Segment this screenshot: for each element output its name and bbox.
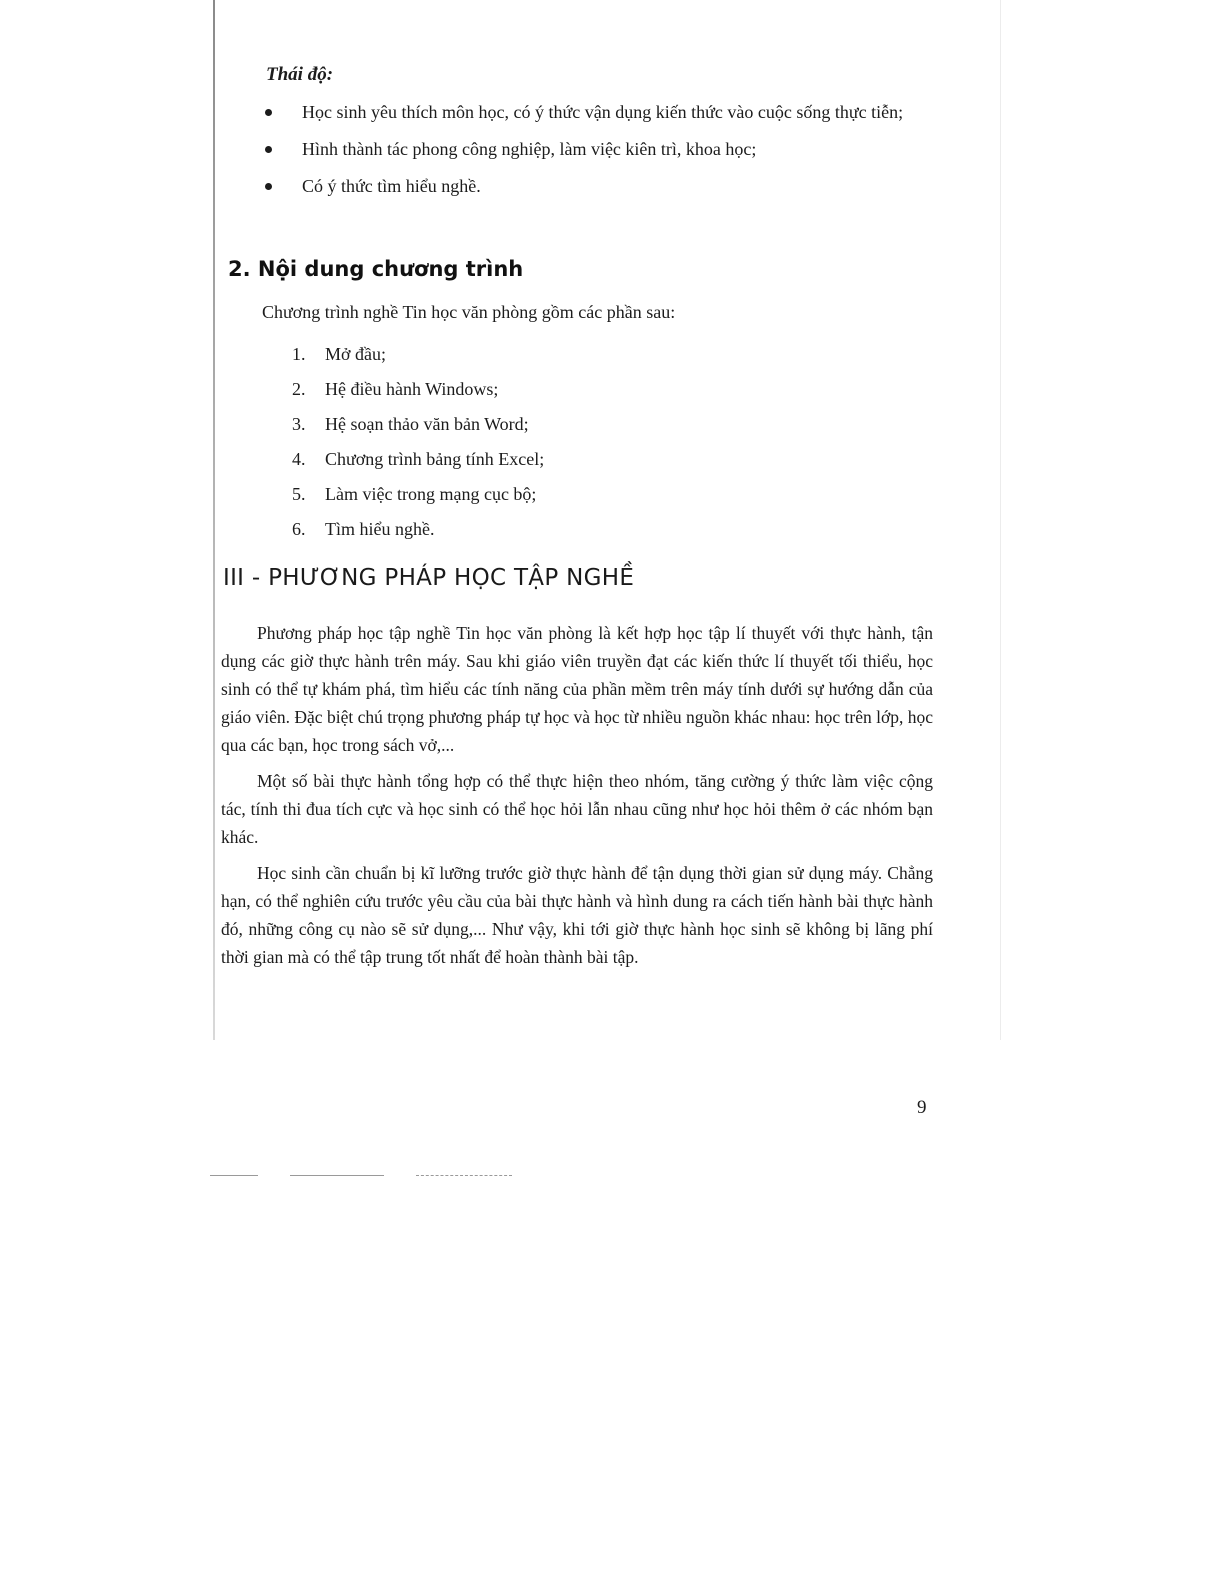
item-number: 1. (292, 344, 306, 364)
bullet-text: Hình thành tác phong công nghiệp, làm việc kiên trì, khoa học; (302, 139, 757, 159)
list-item (292, 442, 544, 477)
item-text: Tìm hiểu nghề. (325, 519, 435, 539)
list-item (262, 98, 942, 126)
page-number: 9 (917, 1097, 927, 1118)
chapter-heading: III - PHƯƠNG PHÁP HỌC TẬP NGHỀ (223, 565, 635, 591)
page-edge-right (1000, 0, 1001, 1040)
item-text: Làm việc trong mạng cục bộ; (325, 484, 537, 504)
item-text: Chương trình bảng tính Excel; (325, 449, 545, 469)
program-intro: Chương trình nghề Tin học văn phòng gồm các phần sau: (262, 302, 676, 322)
page-edge-left (213, 0, 215, 1040)
item-text: Hệ điều hành Windows; (325, 379, 499, 399)
bullet-text: Có ý thức tìm hiểu nghề. (302, 176, 481, 196)
section-heading: 2. Nội dung chương trình (228, 257, 524, 281)
program-list (292, 337, 544, 547)
list-item (292, 512, 544, 547)
bullet-icon (265, 146, 272, 153)
bullet-icon (265, 183, 272, 190)
footer-rule (416, 1175, 512, 1176)
list-item (292, 477, 544, 512)
bullet-icon (265, 109, 272, 116)
list-item (292, 337, 544, 372)
item-number: 3. (292, 414, 306, 434)
attitude-heading: Thái độ: (266, 64, 334, 85)
list-item (262, 135, 942, 163)
paragraph: Phương pháp học tập nghề Tin học văn phòng là kết hợp học tập lí thuyết với thực hành, tận dụng các giờ thực hành trên máy. Sau khi giáo viên truyền đạt các kiến thức lí thuyết tối thiểu, học sinh có thể tự khám phá, tìm hiểu các tính năng của phần mềm trên máy tính dưới sự hướng dẫn của giáo viên. Đặc biệt chú trọng phương pháp tự học và học từ nhiều nguồn khác nhau: học trên lớp, học qua các bạn, học trong sách vở,... (221, 623, 933, 755)
list-item (292, 407, 544, 442)
item-number: 2. (292, 379, 306, 399)
item-number: 6. (292, 519, 306, 539)
bullet-text: Học sinh yêu thích môn học, có ý thức vận dụng kiến thức vào cuộc sống thực tiễn; (302, 102, 904, 122)
method-body (221, 619, 933, 979)
list-item (262, 172, 942, 200)
item-number: 5. (292, 484, 306, 504)
item-text: Mở đầu; (325, 344, 387, 364)
item-number: 4. (292, 449, 306, 469)
item-text: Hệ soạn thảo văn bản Word; (325, 414, 529, 434)
paragraph: Một số bài thực hành tổng hợp có thể thực hiện theo nhóm, tăng cường ý thức làm việc cộng tác, tính thi đua tích cực và học sinh có thể học hỏi lẫn nhau cũng như học hỏi thêm ở các nhóm bạn khác. (221, 771, 933, 847)
footer-rule (290, 1175, 384, 1176)
footer-rule (210, 1175, 258, 1176)
paragraph: Học sinh cần chuẩn bị kĩ lưỡng trước giờ thực hành để tận dụng thời gian sử dụng máy. Chẳng hạn, có thể nghiên cứu trước yêu cầu của bài thực hành và hình dung ra cách tiến hành bài thực hành đó, những công cụ nào sẽ sử dụng,... Như vậy, khi tới giờ thực hành học sinh sẽ không bị lãng phí thời gian mà có thể tập trung tốt nhất để hoàn thành bài tập. (221, 863, 933, 967)
attitude-bullet-list (262, 98, 942, 209)
list-item (292, 372, 544, 407)
